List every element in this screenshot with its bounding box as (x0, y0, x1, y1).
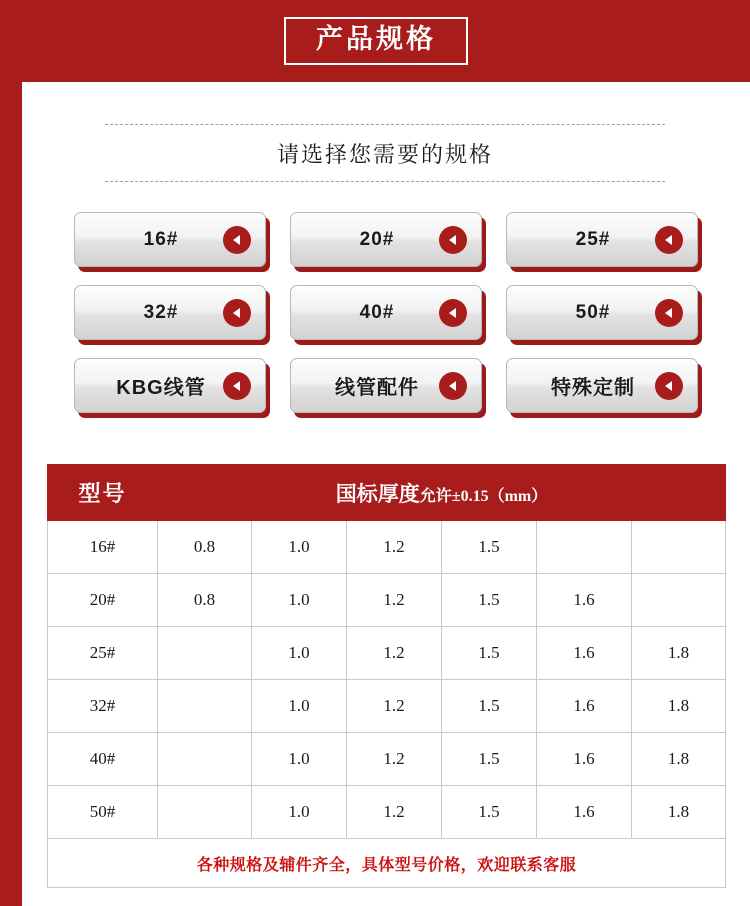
spec-button-grid (62, 212, 712, 431)
table-row (48, 786, 726, 839)
spec-button-label: 20# (359, 228, 395, 250)
row-model: 16# (48, 521, 158, 574)
arrow-left-icon (439, 372, 467, 400)
row-value: 1.6 (537, 733, 632, 786)
spec-button-cell (278, 358, 494, 431)
row-value: 1.6 (537, 627, 632, 680)
left-accent-bar (0, 0, 22, 906)
row-model: 20# (48, 574, 158, 627)
spec-button-50[interactable] (506, 285, 698, 340)
arrow-left-icon (439, 299, 467, 327)
row-value: 1.5 (442, 627, 537, 680)
arrow-left-icon (223, 372, 251, 400)
table-header-thickness (158, 465, 726, 521)
table-row (48, 680, 726, 733)
spec-button-cell (278, 285, 494, 358)
spec-button-label: 线管配件 (335, 377, 419, 399)
row-model: 40# (48, 733, 158, 786)
row-value: 1.5 (442, 680, 537, 733)
row-value (158, 680, 252, 733)
spec-button-cell (494, 358, 710, 431)
spec-button-40[interactable] (290, 285, 482, 340)
row-value: 1.0 (252, 680, 347, 733)
row-value: 1.5 (442, 521, 537, 574)
spec-table-wrapper (47, 464, 725, 888)
row-value: 1.0 (252, 733, 347, 786)
row-value: 1.0 (252, 574, 347, 627)
spec-button-label: 25# (575, 228, 611, 250)
row-value: 1.5 (442, 786, 537, 839)
page-title: 产品规格 (316, 24, 436, 54)
row-value: 1.0 (252, 521, 347, 574)
spec-button-cell (278, 212, 494, 285)
row-value: 1.2 (347, 680, 442, 733)
row-value: 1.8 (632, 627, 726, 680)
spec-button-label: 16# (143, 228, 179, 250)
row-value: 1.2 (347, 733, 442, 786)
arrow-left-icon (655, 372, 683, 400)
row-value: 1.2 (347, 521, 442, 574)
spec-button-16[interactable] (74, 212, 266, 267)
row-value: 1.8 (632, 680, 726, 733)
row-value: 1.0 (252, 786, 347, 839)
spec-button-cell (62, 358, 278, 431)
spec-button-label: KBG线管 (116, 377, 206, 399)
spec-button-custom-order[interactable] (506, 358, 698, 413)
spec-button-cell (494, 212, 710, 285)
spec-button-label: 32# (143, 301, 179, 323)
row-value (537, 521, 632, 574)
spec-button-cell (62, 285, 278, 358)
thickness-main-label: 国标厚度 (335, 481, 420, 506)
spec-button-label: 40# (359, 301, 395, 323)
row-value (632, 574, 726, 627)
spec-button-32[interactable] (74, 285, 266, 340)
arrow-left-icon (223, 226, 251, 254)
spec-button-cell (62, 212, 278, 285)
spec-button-25[interactable] (506, 212, 698, 267)
arrow-left-icon (655, 226, 683, 254)
row-value: 1.5 (442, 733, 537, 786)
row-value: 1.6 (537, 680, 632, 733)
page-header (22, 0, 750, 82)
arrow-left-icon (223, 299, 251, 327)
row-value: 1.2 (347, 786, 442, 839)
table-footer-note: 各种规格及辅件齐全，具体型号价格，欢迎联系客服 (48, 839, 726, 888)
row-value (158, 786, 252, 839)
thickness-sub-label: 允许±0.15（mm） (419, 487, 548, 505)
table-header-row (48, 465, 726, 521)
subtitle-text: 请选择您需要的规格 (276, 142, 493, 167)
row-value: 1.6 (537, 574, 632, 627)
row-value: 1.5 (442, 574, 537, 627)
table-row (48, 574, 726, 627)
table-header-model: 型号 (48, 465, 158, 521)
row-value: 0.8 (158, 574, 252, 627)
table-row (48, 627, 726, 680)
spec-button-label: 特殊定制 (551, 377, 635, 399)
row-value (158, 733, 252, 786)
subtitle-section (105, 124, 665, 182)
row-value: 1.8 (632, 733, 726, 786)
row-value: 1.0 (252, 627, 347, 680)
row-value (632, 521, 726, 574)
row-value: 1.8 (632, 786, 726, 839)
row-value: 1.2 (347, 627, 442, 680)
page-title-frame (284, 17, 468, 65)
row-value: 0.8 (158, 521, 252, 574)
row-value (158, 627, 252, 680)
spec-button-label: 50# (575, 301, 611, 323)
spec-button-cell (494, 285, 710, 358)
spec-button-20[interactable] (290, 212, 482, 267)
spec-button-kbg-conduit[interactable] (74, 358, 266, 413)
page-content (22, 82, 750, 906)
row-model: 25# (48, 627, 158, 680)
table-footer-row (48, 839, 726, 888)
arrow-left-icon (439, 226, 467, 254)
row-model: 32# (48, 680, 158, 733)
spec-button-conduit-fittings[interactable] (290, 358, 482, 413)
table-row (48, 521, 726, 574)
divider-bottom (105, 181, 665, 182)
table-row (48, 733, 726, 786)
arrow-left-icon (655, 299, 683, 327)
spec-table (47, 464, 726, 888)
row-model: 50# (48, 786, 158, 839)
row-value: 1.6 (537, 786, 632, 839)
row-value: 1.2 (347, 574, 442, 627)
